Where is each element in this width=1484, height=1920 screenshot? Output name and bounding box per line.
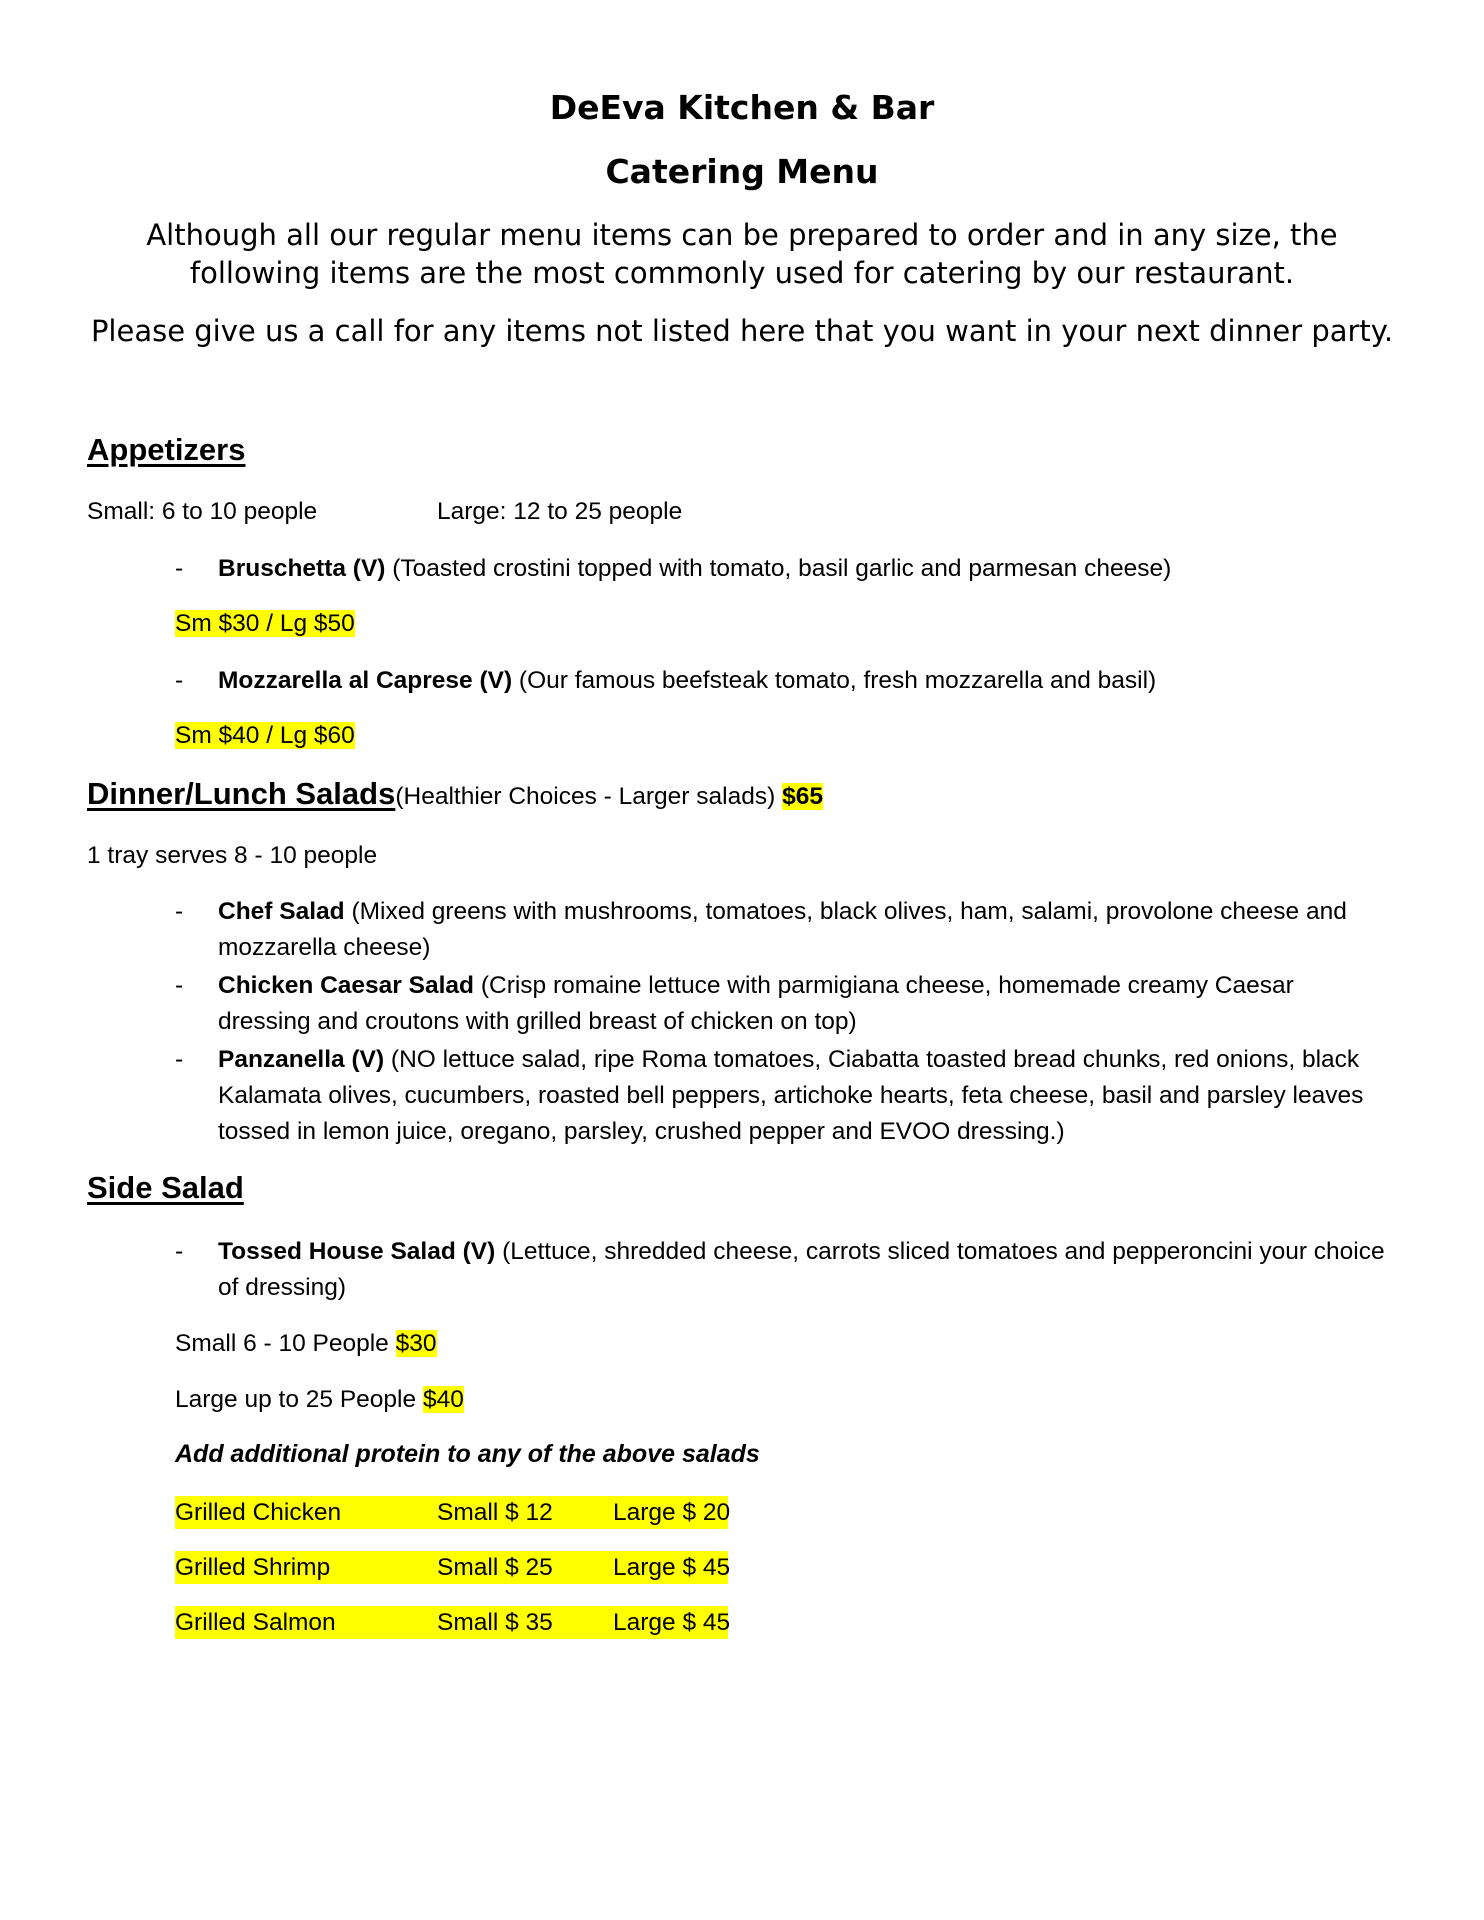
side-salad-large bbox=[175, 1384, 464, 1416]
protein-small-price: Small $ 25 bbox=[437, 1554, 553, 1581]
item-name: Chicken Caesar Salad bbox=[218, 972, 475, 999]
item-name: Tossed House Salad (V) bbox=[218, 1238, 496, 1265]
menu-item-panzanella bbox=[175, 1042, 1388, 1150]
item-description: (Mixed greens with mushrooms, tomatoes, black olives, ham, salami, provolone cheese and mozzarella cheese) bbox=[218, 898, 1347, 961]
menu-item-caprese bbox=[175, 663, 1388, 699]
bullet-dash: - bbox=[175, 555, 184, 582]
protein-row-chicken bbox=[175, 1496, 731, 1529]
side-salad-heading: Side Salad bbox=[87, 1170, 244, 1205]
protein-small-price: Small $ 12 bbox=[437, 1499, 553, 1526]
protein-large-price: Large $ 20 bbox=[613, 1499, 731, 1526]
bullet-dash: - bbox=[175, 972, 184, 999]
protein-large-price: Large $ 45 bbox=[613, 1554, 731, 1581]
item-name: Mozzarella al Caprese (V) bbox=[218, 667, 513, 694]
menu-item-house-salad bbox=[175, 1234, 1388, 1306]
bullet-dash: - bbox=[175, 1238, 184, 1265]
side-salad-small bbox=[175, 1328, 437, 1360]
protein-addon-heading: Add additional protein to any of the above salads bbox=[175, 1440, 760, 1468]
item-description: (Crisp romaine lettuce with parmigiana cheese, homemade creamy Caesar dressing and croutons with grilled breast of chicken on top) bbox=[218, 972, 1294, 1035]
item-description: (Lettuce, shredded cheese, carrots sliced tomatoes and pepperoncini your choice of dressing) bbox=[218, 1238, 1385, 1301]
salads-note: (Healthier Choices - Larger salads) bbox=[395, 783, 776, 810]
small-size-price: $30 bbox=[395, 1330, 437, 1357]
menu-title: Catering Menu bbox=[605, 152, 879, 191]
restaurant-name: DeEva Kitchen & Bar bbox=[549, 88, 935, 127]
protein-large-price: Large $ 45 bbox=[613, 1609, 731, 1636]
item-name: Bruschetta (V) bbox=[218, 555, 386, 582]
menu-item-caesar-salad bbox=[175, 968, 1388, 1040]
large-size-note: Large: 12 to 25 people bbox=[437, 498, 683, 525]
salads-price: $65 bbox=[782, 783, 823, 810]
bullet-dash: - bbox=[175, 898, 184, 925]
item-name: Chef Salad bbox=[218, 898, 345, 925]
bruschetta-price bbox=[175, 608, 355, 640]
protein-row-shrimp bbox=[175, 1551, 731, 1584]
protein-name: Grilled Salmon bbox=[175, 1609, 336, 1636]
caprese-price bbox=[175, 720, 355, 752]
item-description: (NO lettuce salad, ripe Roma tomatoes, Ciabatta toasted bread chunks, red onions, black Kalamata olives, cucumbers, roasted bell peppers, artichoke hearts, feta cheese, basil and parsley leaves tossed in lemon juice, oregano, parsley, crushed pepper and EVOO dressing.) bbox=[218, 1046, 1364, 1145]
small-size-note: Small: 6 to 10 people bbox=[87, 498, 318, 525]
small-size-label: Small 6 - 10 People bbox=[175, 1330, 389, 1357]
menu-item-chef-salad bbox=[175, 894, 1388, 966]
protein-name: Grilled Shrimp bbox=[175, 1554, 331, 1581]
tray-serves-note: 1 tray serves 8 - 10 people bbox=[87, 842, 378, 869]
call-note: Please give us a call for any items not listed here that you want in your next dinner party. bbox=[90, 314, 1394, 348]
large-size-price: $40 bbox=[422, 1386, 464, 1413]
salads-heading bbox=[87, 776, 823, 812]
intro-paragraph: Although all our regular menu items can be prepared to order and in any size, the following items are the most commonly used for catering by our restaurant. bbox=[146, 218, 1338, 290]
item-description: (Our famous beefsteak tomato, fresh mozzarella and basil) bbox=[518, 667, 1157, 694]
bullet-dash: - bbox=[175, 1046, 184, 1073]
price-highlight: Sm $30 / Lg $50 bbox=[175, 610, 355, 637]
item-name: Panzanella (V) bbox=[218, 1046, 385, 1073]
protein-small-price: Small $ 35 bbox=[437, 1609, 553, 1636]
price-highlight: Sm $40 / Lg $60 bbox=[175, 722, 355, 749]
protein-row-salmon bbox=[175, 1606, 731, 1639]
menu-item-bruschetta bbox=[175, 551, 1388, 587]
large-size-label: Large up to 25 People bbox=[175, 1386, 417, 1413]
bullet-dash: - bbox=[175, 667, 184, 694]
appetizers-heading: Appetizers bbox=[87, 432, 246, 467]
protein-name: Grilled Chicken bbox=[175, 1499, 342, 1526]
item-description: (Toasted crostini topped with tomato, basil garlic and parmesan cheese) bbox=[392, 555, 1172, 582]
salads-heading-text: Dinner/Lunch Salads bbox=[87, 776, 396, 811]
